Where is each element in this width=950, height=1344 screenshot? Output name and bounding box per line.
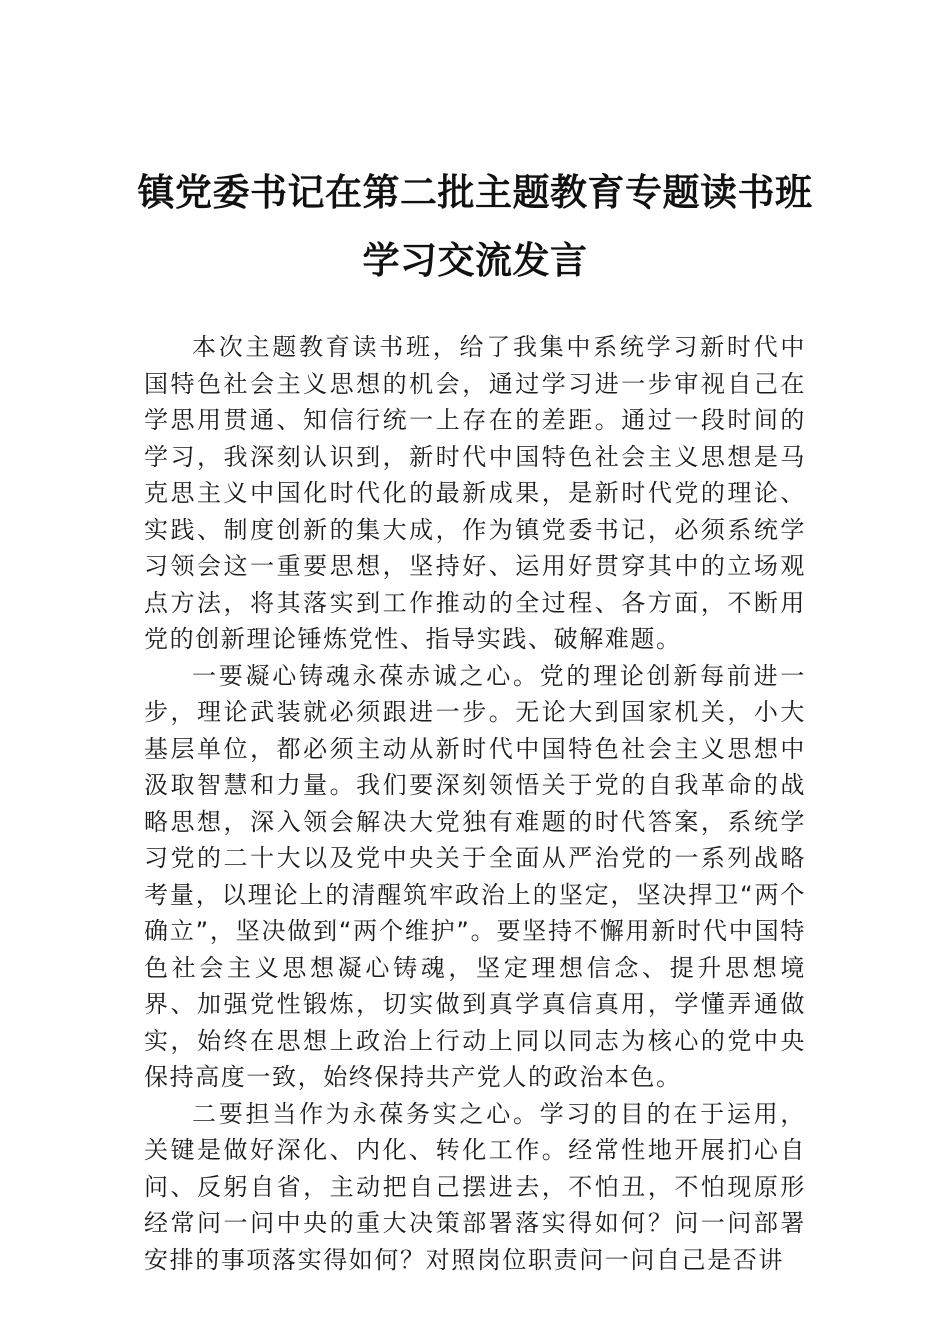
document-body	[144, 329, 806, 1278]
document-title-line-2: 学习交流发言	[362, 238, 588, 282]
paragraph-point-one: 一要凝心铸魂永葆赤诚之心。党的理论创新每前进一步，理论武装就必须跟进一步。无论大到国家机关，小大基层单位，都必须主动从新时代中国特色社会主义思想中汲取智慧和力量。我们要深刻领悟关于党的自我革命的战略思想，深入领会解决大党独有难题的时代答案，系统学习党的二十大以及党中央关于全面从严治党的一系列战略考量，以理论上的清醒筑牢政治上的坚定，坚决捍卫“两个确立”，坚决做到“两个维护”。要坚持不懈用新时代中国特色社会主义思想凝心铸魂，坚定理想信念、提升思想境界、加强党性锻炼，切实做到真学真信真用，学懂弄通做实，始终在思想上政治上行动上同以同志为核心的党中央保持高度一致，始终保持共产党人的政治本色。	[144, 661, 806, 1091]
paragraph-point-two: 二要担当作为永葆务实之心。学习的目的在于运用，关键是做好深化、内化、转化工作。经常性地开展扪心自问、反躬自省，主动把自己摆进去，不怕丑，不怕现原形经常问一问中央的重大决策部署落实得如何？问一问部署安排的事项落实得如何？对照岗位职责问一问自己是否讲	[144, 1099, 806, 1274]
paragraph-intro: 本次主题教育读书班，给了我集中系统学习新时代中国特色社会主义思想的机会，通过学习进一步审视自己在学思用贯通、知信行统一上存在的差距。通过一段时间的学习，我深刻认识到，新时代中国特色社会主义思想是马克思主义中国化时代化的最新成果，是新时代党的理论、实践、制度创新的集大成，作为镇党委书记，必须系统学习领会这一重要思想，坚持好、运用好贯穿其中的立场观点方法，将其落实到工作推动的全过程、各方面，不断用党的创新理论锤炼党性、指导实践、破解难题。	[144, 333, 806, 653]
document-title-line-1: 镇党委书记在第二批主题教育专题读书班	[137, 170, 813, 214]
